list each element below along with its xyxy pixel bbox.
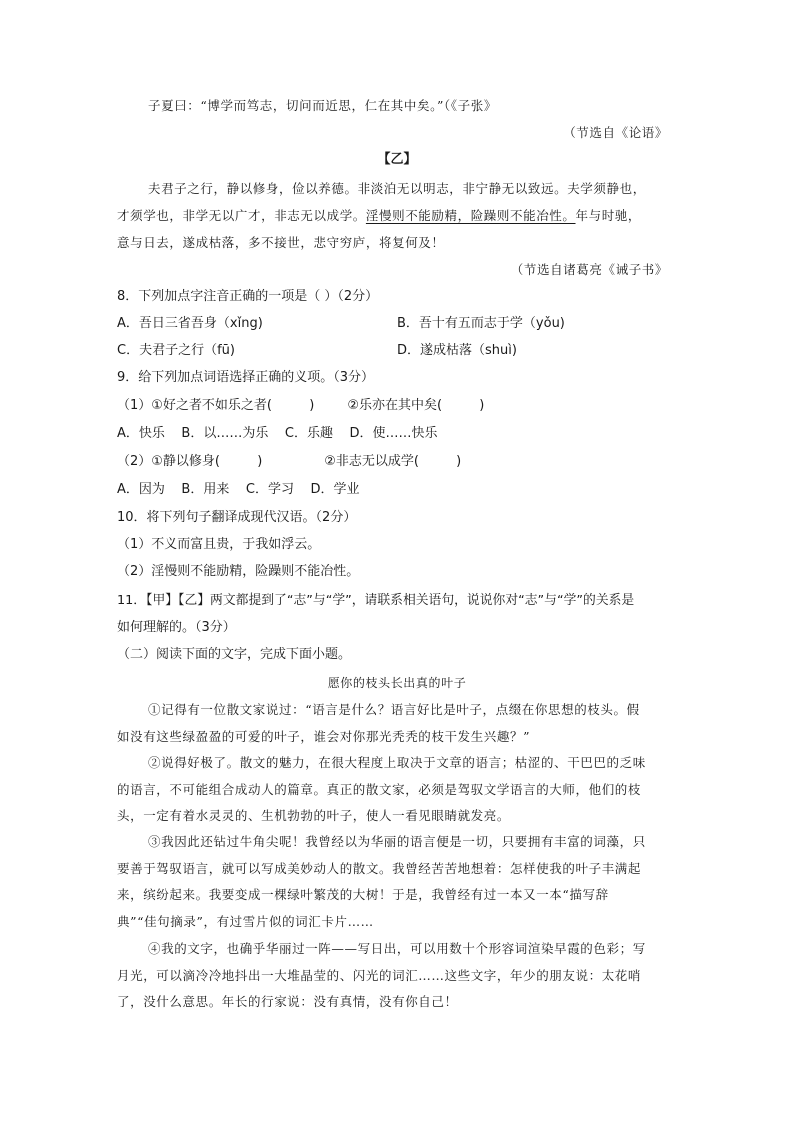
yi-heading: 【乙】 bbox=[377, 152, 417, 167]
q9-part2: （2）①静以修身( ) ②非志无以成学( ) bbox=[117, 454, 462, 469]
q9-part1-options: A．快乐 B．以……为乐 C．乐趣 D．使……快乐 bbox=[117, 426, 438, 441]
jia-source: （节选自《论语》 bbox=[563, 125, 668, 140]
q10-sentence-1: （1）不义而富且贵，于我如浮云。 bbox=[117, 537, 321, 552]
essay-paragraph-1-line: ①记得有一位散文家说过：“语言是什么？语言好比是叶子，点缀在你思想的枝头。假 bbox=[148, 702, 640, 717]
part2-heading: （二）阅读下面的文字，完成下面小题。 bbox=[117, 647, 352, 662]
essay-paragraph-2-line: 的语言，不可能组合成动人的篇章。真正的散文家，必须是驾驭文学语言的大师，他们的枝 bbox=[117, 781, 642, 797]
q8-option-d: D．遂成枯落（shuì) bbox=[397, 343, 517, 358]
essay-title: 愿你的枝头长出真的叶子 bbox=[327, 676, 467, 690]
yi-text-line bbox=[117, 207, 641, 225]
q8-option-b: B．吾十有五而志于学（yǒu) bbox=[397, 316, 565, 331]
essay-paragraph-1-line: 如没有这些绿盈盈的可爱的叶子，谁会对你那光秃秃的枝干发生兴趣？” bbox=[117, 728, 531, 744]
yi-text-plain: 才须学也，非学无以广才，非志无以成学。 bbox=[117, 208, 366, 223]
essay-paragraph-4-line: 了，没什么意思。年长的行家说：没有真情，没有你自己！ bbox=[117, 994, 458, 1009]
jia-quote-line: 子夏曰：“博学而笃志，切问而近思，仁在其中矣。”（《子张》 bbox=[148, 98, 497, 113]
q10-stem: 10．将下列句子翻译成现代汉语。（2分） bbox=[117, 510, 357, 525]
q11-stem-cont: 如何理解的。（3分） bbox=[117, 620, 236, 635]
yi-text-tail: 年与时驰， bbox=[575, 208, 642, 223]
essay-paragraph-4-line: ④我的文字，也确乎华丽过一阵——写日出，可以用数十个形容词渲染早霞的色彩；写 bbox=[148, 941, 646, 956]
q8-option-c: C．夫君子之行（fū) bbox=[117, 343, 235, 358]
essay-paragraph-2-line: ②说得好极了。散文的魅力，在很大程度上取决于文章的语言；枯涩的、干巴巴的乏味 bbox=[148, 755, 646, 770]
q11-stem: 11．【甲】【乙】两文都提到了“志”与“学”，请联系相关语句，说说你对“志”与“学”的关系是 bbox=[117, 593, 635, 608]
q9-stem: 9．给下列加点词语选择正确的义项。（3分） bbox=[117, 370, 375, 385]
essay-paragraph-2-line: 头，一定有着水灵灵的、生机勃勃的叶子，使人一看见眼睛就发亮。 bbox=[117, 808, 511, 823]
yi-text-line: 意与日去，遂成枯落，多不接世，悲守穷庐，将复何及！ bbox=[117, 235, 445, 250]
essay-paragraph-4-line: 月光，可以滴冷冷地抖出一大堆晶莹的、闪光的词汇……这些文字，年少的朋友说：太花哨 bbox=[117, 967, 642, 983]
essay-paragraph-3-line: 典”“佳句摘录”，有过雪片似的词汇卡片…… bbox=[117, 913, 374, 929]
essay-paragraph-3-line: ③我因此还钻过牛角尖呢！我曾经以为华丽的语言便是一切，只要拥有丰富的词藻，只 bbox=[148, 834, 646, 849]
yi-text-line: 夫君子之行，静以修身，俭以养德。非淡泊无以明志，非宁静无以致远。夫学须静也， bbox=[148, 181, 646, 196]
essay-paragraph-3-line: 要善于驾驭语言，就可以写成美妙动人的散文。我曾经苦苦地想着：怎样使我的叶子丰满起 bbox=[117, 860, 642, 876]
q9-part2-options: A．因为 B．用来 C．学习 D．学业 bbox=[117, 482, 360, 497]
q9-part1: （1）①好之者不如乐之者( ) ②乐亦在其中矣( ) bbox=[117, 398, 485, 413]
q8-option-a: A．吾日三省吾身（xǐng) bbox=[117, 316, 263, 331]
yi-underlined-sentence: 淫慢则不能励精，险躁则不能冶性。 bbox=[365, 208, 576, 223]
essay-paragraph-3-line: 来，缤纷起来。我要变成一棵绿叶繁茂的大树！于是，我曾经有过一本又一本“描写辞 bbox=[117, 887, 609, 902]
q8-stem: 8．下列加点字注音正确的一项是（ ）（2分） bbox=[117, 289, 379, 304]
q10-sentence-2: （2）淫慢则不能励精，险躁则不能冶性。 bbox=[117, 564, 360, 579]
yi-source: （节选自诸葛亮《诫子书》 bbox=[510, 262, 668, 277]
